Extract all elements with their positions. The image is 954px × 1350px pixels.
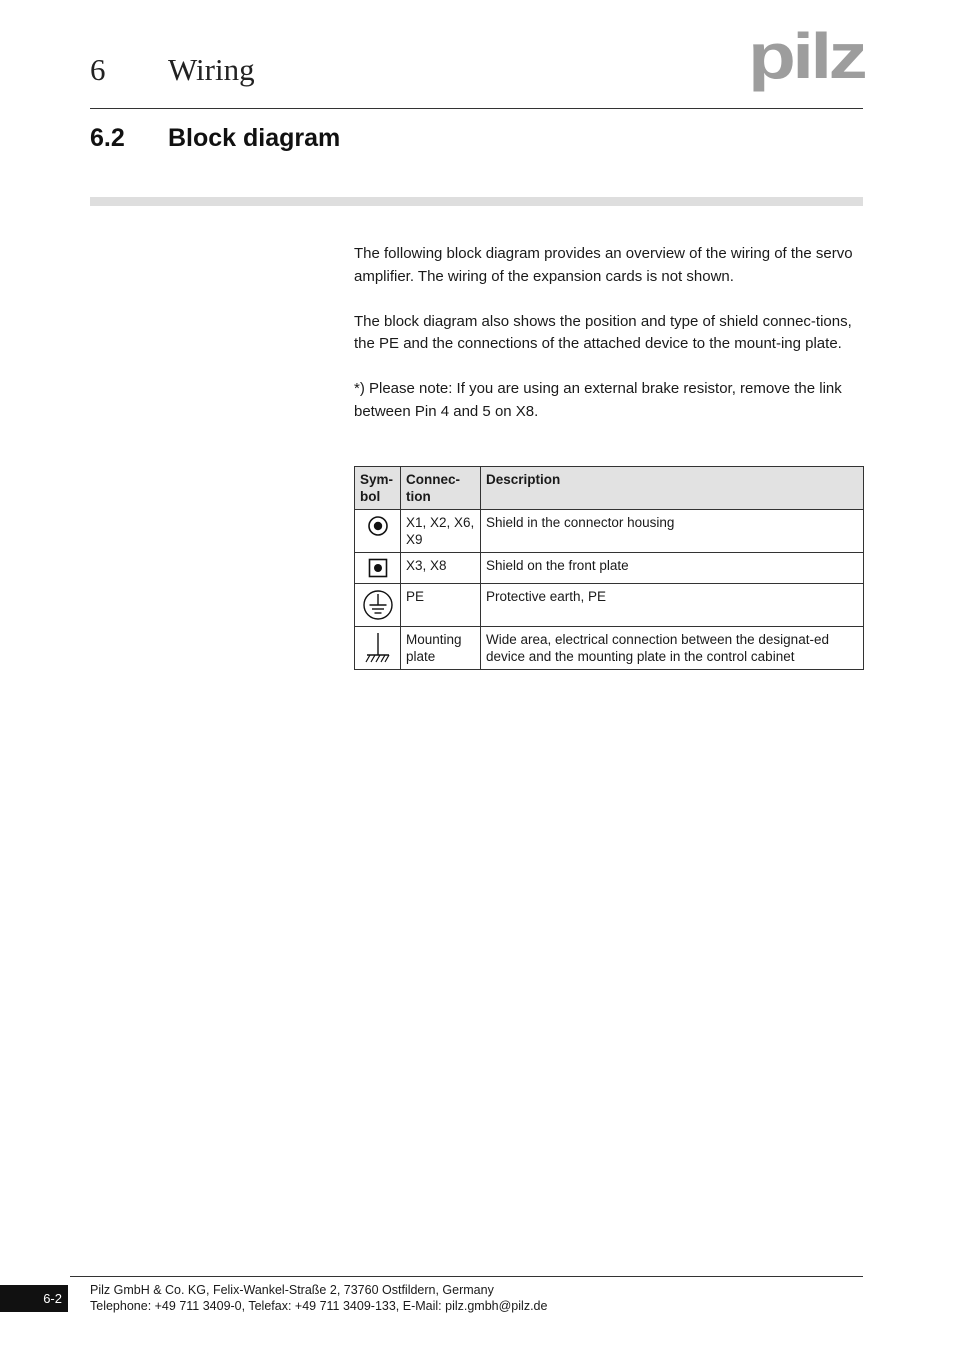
connection-cell: Mounting plate: [401, 627, 481, 670]
footer-divider: [70, 1276, 863, 1277]
footer-address: Pilz GmbH & Co. KG, Felix-Wankel-Straße 2, 73760 Ostfildern, Germany: [90, 1283, 494, 1297]
symbol-cell: [355, 553, 401, 584]
description-cell: Shield in the connector housing: [481, 510, 864, 553]
connection-cell: X1, X2, X6, X9: [401, 510, 481, 553]
symbol-cell: [355, 584, 401, 627]
page-number: 6-2: [0, 1285, 68, 1312]
table-row: [355, 627, 864, 670]
description-cell: Shield on the front plate: [481, 553, 864, 584]
symbol-cell: [355, 627, 401, 670]
section-bar: [90, 197, 863, 206]
header-divider: [90, 108, 863, 109]
table-row: [355, 510, 864, 553]
pilz-logo-text: pilz: [748, 26, 866, 92]
table-row: [355, 584, 864, 627]
section-title: Block diagram: [168, 124, 341, 152]
shield-connector-housing-icon: [366, 514, 390, 538]
header-symbol: Sym-bol: [355, 467, 401, 510]
table-header-row: [355, 467, 864, 510]
header-connection: Connec-tion: [401, 467, 481, 510]
paragraph-shield-info: The block diagram also shows the position and type of shield connec-tions, the PE and the connections of the attached device to the mount-ing plate.: [354, 312, 852, 352]
mounting-plate-ground-icon: [362, 631, 394, 665]
paragraph-overview: The following block diagram provides an overview of the wiring of the servo amplifier. The wiring of the expansion cards is not shown.: [354, 245, 853, 285]
footer-phone-email: Telephone: +49 711 3409-0, Telefax: +49 711 3409-133, E-Mail: pilz.gmbh@pilz.de: [90, 1299, 548, 1313]
table-row: [355, 553, 864, 584]
chapter-number: 6: [90, 52, 106, 87]
paragraph-brake-note: *) Please note: If you are using an external brake resistor, remove the link between Pin 4 and 5 on X8.: [354, 380, 842, 420]
section-number: 6.2: [90, 124, 125, 152]
symbol-cell: [355, 510, 401, 553]
body-text: [354, 243, 864, 446]
pilz-logo: [748, 26, 866, 96]
connection-cell: PE: [401, 584, 481, 627]
description-cell: Protective earth, PE: [481, 584, 864, 627]
shield-front-plate-icon: [367, 557, 389, 579]
header-description: Description: [481, 467, 864, 510]
protective-earth-icon: [361, 588, 395, 622]
chapter-title: Wiring: [168, 52, 255, 87]
description-cell: Wide area, electrical connection between the designat-ed device and the mounting plate in the control cabinet: [481, 627, 864, 670]
footer-contact: [90, 1282, 547, 1314]
connection-cell: X3, X8: [401, 553, 481, 584]
symbol-legend-table: [354, 466, 864, 670]
